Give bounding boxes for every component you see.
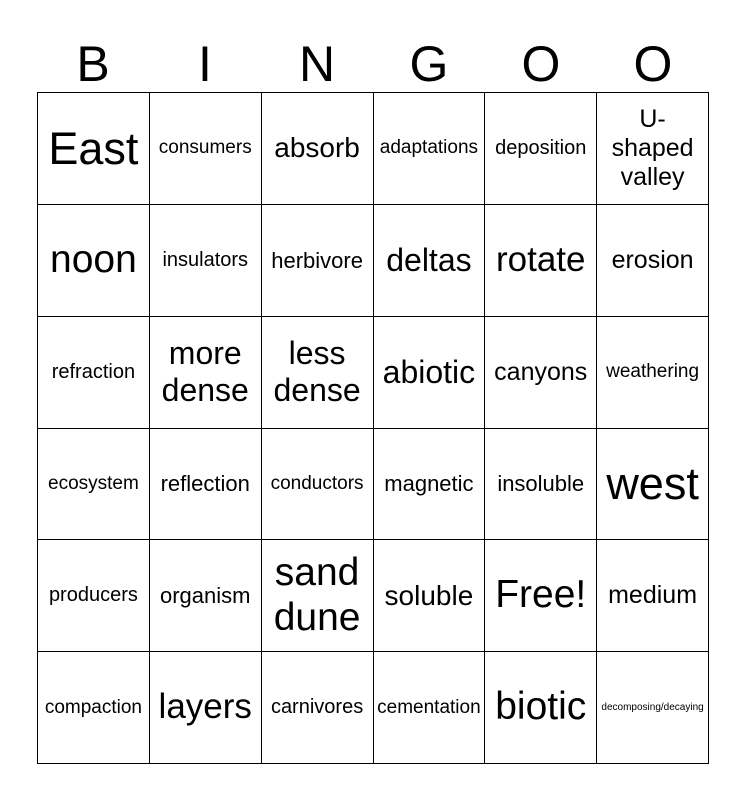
header-letter-o-2: O [633, 36, 673, 92]
bingo-cell[interactable]: adaptations [374, 93, 486, 205]
bingo-cell[interactable]: abiotic [374, 317, 486, 429]
bingo-cell[interactable]: deltas [374, 205, 486, 317]
bingo-cell[interactable]: less dense [262, 317, 374, 429]
bingo-cell[interactable]: compaction [38, 652, 150, 764]
bingo-cell[interactable]: sand dune [262, 540, 374, 652]
bingo-cell[interactable]: rotate [485, 205, 597, 317]
bingo-cell[interactable]: conductors [262, 429, 374, 541]
bingo-cell[interactable]: magnetic [374, 429, 486, 541]
bingo-cell[interactable]: insulators [150, 205, 262, 317]
bingo-cell[interactable]: herbivore [262, 205, 374, 317]
bingo-cell[interactable]: cementation [374, 652, 486, 764]
bingo-board [37, 92, 709, 764]
bingo-cell[interactable]: west [597, 429, 709, 541]
bingo-cell[interactable]: refraction [38, 317, 150, 429]
header-letter-b: B [76, 36, 110, 92]
bingo-cell[interactable]: erosion [597, 205, 709, 317]
header-letter-n: N [298, 36, 336, 92]
bingo-cell[interactable]: insoluble [485, 429, 597, 541]
bingo-cell[interactable]: consumers [150, 93, 262, 205]
bingo-cell[interactable]: ecosystem [38, 429, 150, 541]
bingo-cell[interactable]: East [38, 93, 150, 205]
header-letter-i: I [198, 36, 212, 92]
bingo-cell[interactable]: organism [150, 540, 262, 652]
header-letter-g: G [409, 36, 449, 92]
bingo-cell[interactable]: weathering [597, 317, 709, 429]
bingo-cell[interactable]: producers [38, 540, 150, 652]
bingo-cell[interactable]: absorb [262, 93, 374, 205]
bingo-cell[interactable]: deposition [485, 93, 597, 205]
bingo-cell[interactable]: biotic [485, 652, 597, 764]
bingo-cell[interactable]: reflection [150, 429, 262, 541]
bingo-cell[interactable]: more dense [150, 317, 262, 429]
bingo-cell[interactable]: noon [38, 205, 150, 317]
bingo-cell[interactable]: medium [597, 540, 709, 652]
bingo-header [37, 36, 709, 92]
bingo-cell[interactable]: soluble [374, 540, 486, 652]
bingo-cell[interactable]: decomposing/decaying [597, 652, 709, 764]
header-letter-o: O [521, 36, 561, 92]
bingo-cell[interactable]: canyons [485, 317, 597, 429]
bingo-cell[interactable]: layers [150, 652, 262, 764]
bingo-cell[interactable]: U-shaped valley [597, 93, 709, 205]
free-space[interactable]: Free! [485, 540, 597, 652]
bingo-cell[interactable]: carnivores [262, 652, 374, 764]
